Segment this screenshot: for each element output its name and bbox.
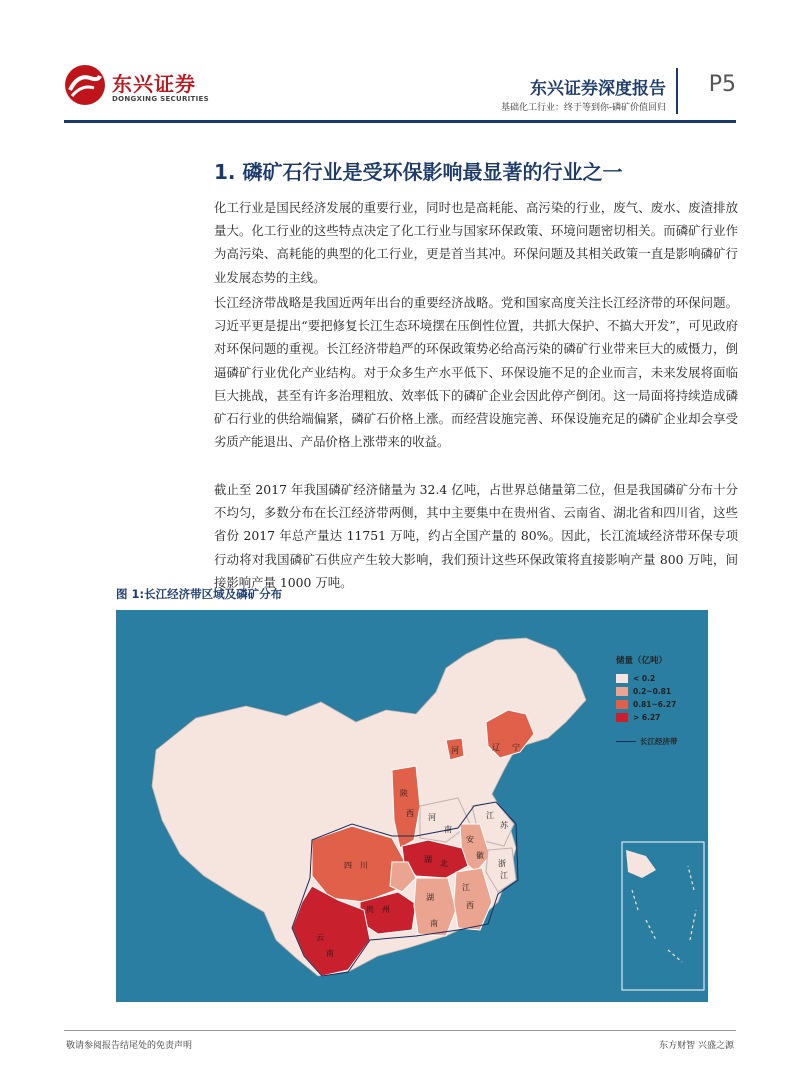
label-shaanxi-2: 西 xyxy=(406,809,414,818)
legend-swatch xyxy=(616,687,628,696)
legend-title: 储量（亿吨） xyxy=(616,656,668,666)
legend-swatch xyxy=(616,674,628,683)
legend-swatch xyxy=(616,700,628,709)
legend-label: 0.2~0.81 xyxy=(633,687,672,696)
label-sichuan-1: 四 xyxy=(344,861,352,870)
paragraph-3: 截止至 2017 年我国磷矿经济储量为 32.4 亿吨，占世界总储量第二位，但是我国磷矿分布十分不均匀，多数分布在长江经济带两侧，其中主要集中在贵州省、云南省、湖北省和四川省，这些省份 2017 年总产量达 11751 万吨，约占全国产量的 80%。因此，长江流域经济带环保专项行动将对我国磷矿石供应产生较大影响，我们预计这些环保政策将直接影响产量 800 万吨，间接影响产量 1000 万吨。 xyxy=(214,482,738,590)
province-sichuan xyxy=(312,826,404,902)
label-anhui-1: 安 xyxy=(466,835,474,844)
legend-label: < 0.2 xyxy=(633,674,656,683)
legend-line-item xyxy=(616,736,706,747)
company-logo xyxy=(64,64,106,106)
label-anhui-2: 徽 xyxy=(476,851,484,860)
label-hebei: 河 xyxy=(451,746,459,755)
label-sichuan-2: 川 xyxy=(360,861,368,870)
section-title: 1. 磷矿石行业是受环保影响最显著的行业之一 xyxy=(214,160,623,184)
report-title: 东兴证券深度报告 xyxy=(530,79,666,99)
label-jiangsu-1: 江 xyxy=(486,811,494,820)
label-hunan-1: 湖 xyxy=(426,893,434,902)
legend-label: 0.81~6.27 xyxy=(633,700,677,709)
label-zhejiang-2: 江 xyxy=(500,871,508,880)
legend-item xyxy=(616,698,706,711)
legend-item xyxy=(616,685,706,698)
label-liaoning-2: 宁 xyxy=(512,743,520,752)
label-hubei-1: 湖 xyxy=(424,855,432,864)
legend-item xyxy=(616,711,706,724)
label-yunnan-2: 南 xyxy=(326,949,334,958)
map-legend xyxy=(616,654,706,747)
label-guizhou-1: 贵 xyxy=(366,905,374,914)
page-header xyxy=(64,62,744,122)
header-rule xyxy=(64,120,736,123)
label-hubei-2: 北 xyxy=(440,859,448,868)
label-jiangxi-2: 西 xyxy=(466,901,474,910)
label-shaanxi-1: 陕 xyxy=(400,789,408,798)
label-jiangsu-2: 苏 xyxy=(500,821,508,830)
label-yunnan-1: 云 xyxy=(316,933,324,942)
label-hunan-2: 南 xyxy=(430,919,438,928)
legend-item xyxy=(616,672,706,685)
china-phosphate-map xyxy=(116,610,708,1002)
legend-line-mark xyxy=(616,741,636,742)
label-jiangxi-1: 江 xyxy=(462,883,470,892)
label-guizhou-2: 州 xyxy=(382,905,390,914)
paragraph-1: 化工行业是国民经济发展的重要行业，同时也是高耗能、高污染的行业，废气、废水、废渣排放量大。化工行业的这些特点决定了化工行业与国家环保政策、环境问题密切相关。而磷矿行业作为高污染、高耗能的典型的化工行业，更是首当其冲。环保问题及其相关政策一直是影响磷矿行业发展态势的主线。 xyxy=(214,200,738,285)
legend-line-label: 长江经济带 xyxy=(640,737,678,746)
legend-swatch xyxy=(616,713,628,722)
label-liaoning-1: 辽 xyxy=(492,743,500,752)
label-zhejiang-1: 浙 xyxy=(498,859,506,868)
label-henan-2: 南 xyxy=(444,825,452,834)
footer-disclaimer: 敬请参阅报告结尾处的免责声明 xyxy=(66,1041,193,1051)
page-number: P5 xyxy=(708,72,736,97)
footer-rule xyxy=(64,1030,736,1031)
header-divider xyxy=(676,68,678,114)
legend-label: > 6.27 xyxy=(633,713,661,722)
footer-slogan: 东方财智 兴盛之源 xyxy=(659,1041,734,1051)
label-henan-1: 河 xyxy=(428,813,436,822)
company-name-cn: 东兴证券 xyxy=(112,72,196,96)
paragraph-2: 长江经济带战略是我国近两年出台的重要经济战略。党和国家高度关注长江经济带的环保问题。习近平更是提出“要把修复长江生态环境摆在压倒性位置，共抓大保护、不搞大开发”，可见政府对环保问题的重视。长江经济带趋严的环保政策势必给高污染的磷矿行业带来巨大的威慑力，倒逼磷矿行业优化产业结构。对于众多生产水平低下、环保设施不足的企业而言，未来发展将面临巨大挑战，甚至有许多治理粗放、效率低下的磷矿企业会因此停产倒闭。这一局面将持续造成磷矿石行业的供给端偏紧，磷矿石价格上涨。而经营设施完善、环保设施充足的磷矿企业却会享受劣质产能退出、产品价格上涨带来的收益。 xyxy=(214,295,738,450)
report-subtitle: 基础化工行业：终于等到你-磷矿价值回归 xyxy=(500,103,666,113)
figure-caption: 图 1:长江经济带区域及磷矿分布 xyxy=(116,587,283,601)
company-name-en: DONGXING SECURITIES xyxy=(112,95,209,103)
